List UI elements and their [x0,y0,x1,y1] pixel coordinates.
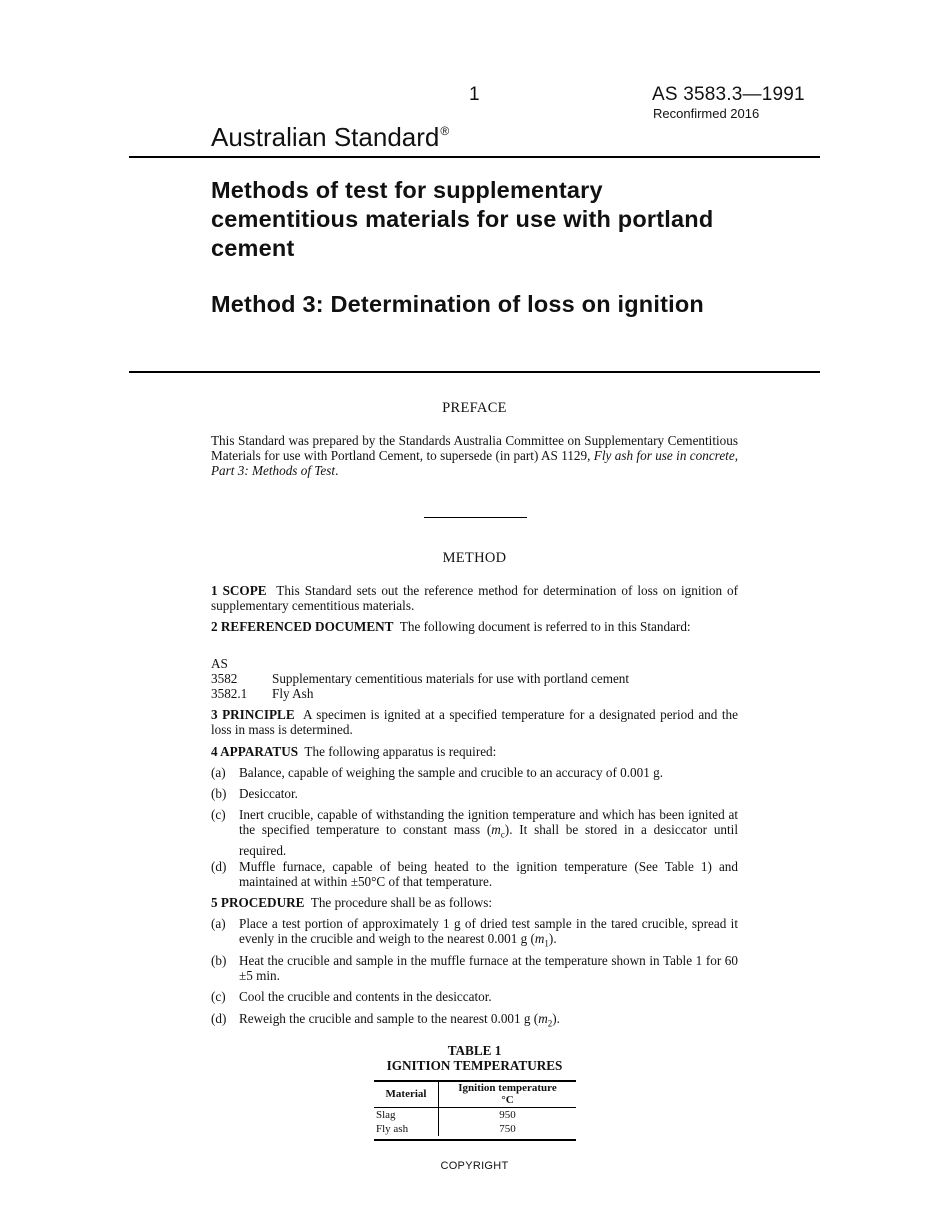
item-text: Muffle furnace, capable of being heated to the ignition temperature (See Table 1) and maintained at within ±50°C of that temperature. [239,859,738,889]
reference-prefix-row [211,656,738,671]
item-text: Heat the crucible and sample in the muffle furnace at the temperature shown in Table 1 for 60 ±5 min. [239,953,738,983]
material-cell: Slag [376,1109,396,1121]
table-title: IGNITION TEMPERATURES [386,1058,563,1073]
material-cell: Fly ash [376,1123,409,1135]
apparatus-item [211,859,738,889]
section-referenced-document [211,619,738,634]
method-title: Method 3: Determination of loss on ignition [211,291,704,317]
item-label: (d) [211,1011,227,1026]
item-label: (b) [211,786,227,801]
ref-text: The following document is referred to in this Standard: [399,619,691,634]
apparatus-item [211,786,738,801]
procedure-item [211,1011,738,1032]
copyright-notice: COPYRIGHT [440,1160,509,1172]
mass-subscript: 2 [547,1018,553,1029]
scope-text: This Standard sets out the reference method for determination of loss on ignition of supplementary cementitious materials. [211,583,739,613]
table-bottom-rule [374,1139,576,1141]
item-text [239,807,738,858]
item-label: (d) [211,859,227,874]
procedure-item [211,989,738,1004]
mass-variable: m [538,1011,548,1026]
section-scope [211,583,738,613]
header-rule [129,156,820,158]
item-text [239,916,738,952]
item-text: Balance, capable of weighing the sample and crucible to an accuracy of 0.001 g. [239,765,664,780]
reference-row [211,686,738,701]
temperature-header-text: Ignition temperature [458,1082,557,1094]
principle-label: 3 PRINCIPLE [211,707,295,722]
section-apparatus [211,744,738,759]
ref-label: 2 REFERENCED DOCUMENT [211,619,394,634]
procedure-item [211,953,738,983]
item-text [239,1011,738,1032]
procedure-label: 5 PROCEDURE [211,895,305,910]
reference-row [211,671,738,686]
method-heading: METHOD [442,550,507,566]
apparatus-item [211,807,738,858]
item-text-part: ). It shall be stored in a desiccator until required. [239,822,738,858]
apparatus-item [211,765,738,780]
apparatus-text: The following apparatus is required: [304,744,497,759]
preface-heading: PREFACE [442,400,507,416]
item-label: (a) [211,916,226,931]
item-label: (b) [211,953,227,968]
item-label: (c) [211,807,226,822]
reference-code: 3582.1 [211,686,248,701]
mass-subscript: c [500,829,505,840]
title-rule [129,371,820,373]
page-number: 1 [469,84,480,105]
reference-title: Fly Ash [272,686,314,701]
principle-text: A specimen is ignited at a specified temperature for a designated period and the loss in mass is determined. [211,707,738,737]
table-number: TABLE 1 [447,1043,502,1058]
column-header-material: Material [374,1081,439,1108]
temperature-cell: 750 [439,1122,577,1136]
table-row [374,1108,576,1123]
mass-variable: m [491,822,501,837]
preface-text [211,433,738,478]
procedure-item [211,916,738,952]
scope-label: 1 SCOPE [211,583,267,598]
temperature-cell: 950 [439,1108,577,1123]
reference-list [211,656,738,701]
item-text-part: Place a test portion of approximately 1 g of dried test sample in the tared crucible, spread it evenly in the crucible and weigh to the nearest 0.001 g ( [239,916,738,946]
mass-subscript: 1 [544,938,549,949]
registered-mark: ® [440,124,450,138]
section-divider [424,517,527,518]
preface-reference-title: Fly ash for use in concrete, Part 3: Methods of Test [211,448,738,478]
temperature-unit: °C [501,1094,514,1106]
item-text-part: ). [548,931,557,946]
document-title: Methods of test for supplementary cementitious materials for use with portland cement [211,177,714,261]
procedure-text: The procedure shall be as follows: [310,895,493,910]
item-label: (a) [211,765,226,780]
table-row [374,1122,576,1136]
mass-variable: m [534,931,545,946]
table-caption [211,1043,738,1073]
table-header-row [374,1081,576,1108]
item-text-part: Reweigh the crucible and sample to the nearest 0.001 g ( [239,1011,539,1026]
ignition-temperature-table [374,1081,576,1136]
reconfirmed-note: Reconfirmed 2016 [653,106,760,121]
item-text: Desiccator. [239,786,298,801]
item-text-part: Inert crucible, capable of withstanding the ignition temperature and which has been ignited at the specified temperature to constant mass ( [239,807,738,837]
column-header-temperature [439,1081,577,1108]
reference-title: Supplementary cementitious materials for use with portland cement [272,671,630,686]
item-text-part: ). [552,1011,560,1026]
reference-prefix: AS [211,656,228,671]
document-number: AS 3583.3—1991 [652,84,805,105]
brand-text: Australian Standard [211,122,440,152]
item-label: (c) [211,989,226,1004]
reference-code: 3582 [211,671,238,686]
preface-end: . [335,463,339,478]
preface-body: This Standard was prepared by the Standards Australia Committee on Supplementary Cementitious Materials for use with Portland Cement, to supersede (in part) AS 1129, [211,433,738,463]
section-principle [211,707,738,737]
section-procedure [211,895,738,910]
item-text: Cool the crucible and contents in the desiccator. [239,989,492,1004]
standard-brand [211,122,449,153]
apparatus-label: 4 APPARATUS [211,744,299,759]
